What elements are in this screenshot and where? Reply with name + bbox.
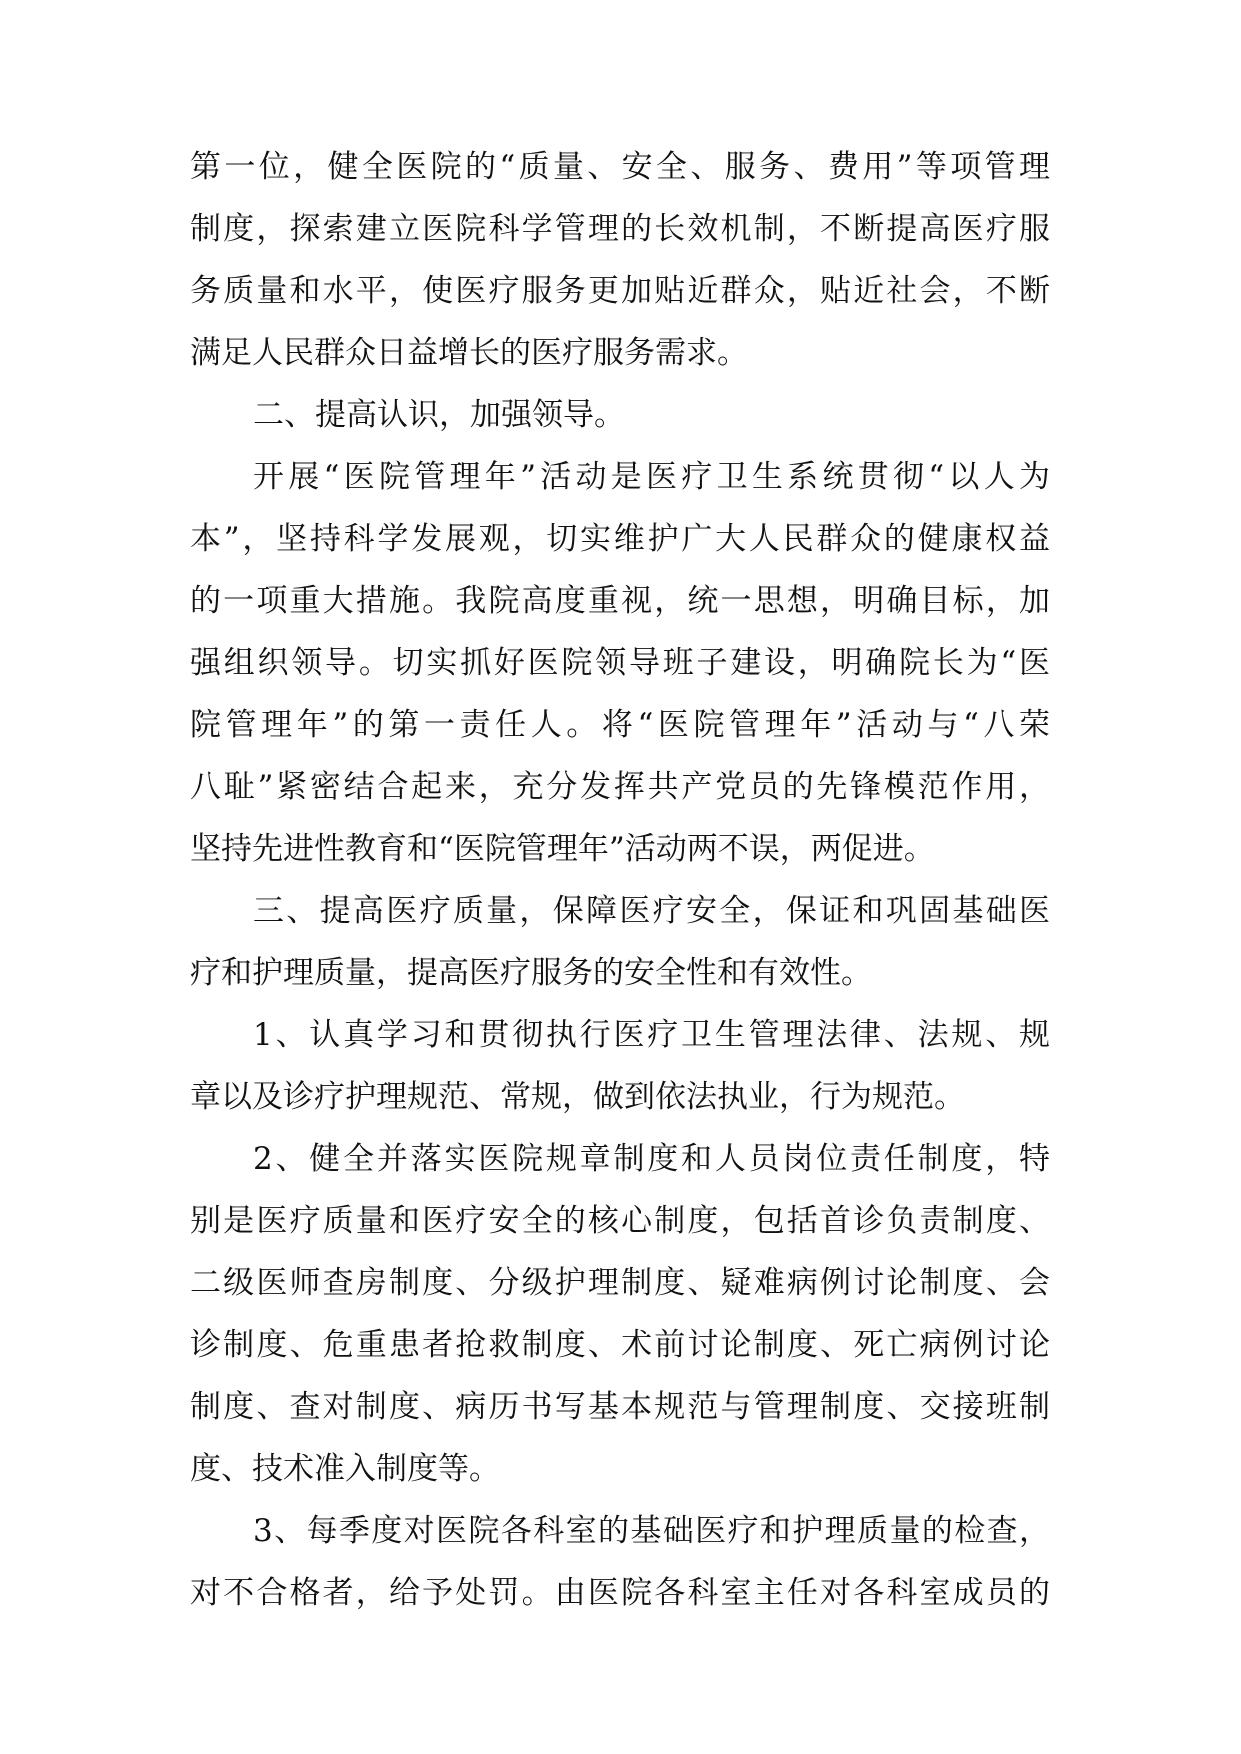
text-line: 制度、查对制度、病历书写基本规范与管理制度、交接班制 bbox=[190, 1389, 1050, 1425]
text-line: 第一位，健全医院的“质量、安全、服务、费用”等项管理 bbox=[190, 149, 1050, 185]
text-line: 八耻”紧密结合起来，充分发挥共产党员的先锋模范作用， bbox=[190, 769, 1050, 805]
text-line: 别是医疗质量和医疗安全的核心制度，包括首诊负责制度、 bbox=[190, 1203, 1050, 1239]
text-line: 诊制度、危重患者抢救制度、术前讨论制度、死亡病例讨论 bbox=[190, 1327, 1050, 1363]
text-line: 2、健全并落实医院规章制度和人员岗位责任制度，特 bbox=[253, 1141, 1050, 1177]
text-line: 三、提高医疗质量，保障医疗安全，保证和巩固基础医 bbox=[253, 893, 1050, 929]
text-line: 疗和护理质量，提高医疗服务的安全性和有效性。 bbox=[190, 955, 872, 991]
text-line: 满足人民群众日益增长的医疗服务需求。 bbox=[190, 335, 748, 371]
text-line: 开展“医院管理年”活动是医疗卫生系统贯彻“以人为 bbox=[253, 459, 1050, 495]
text-line: 二、提高认识，加强领导。 bbox=[253, 397, 625, 433]
text-line: 制度，探索建立医院科学管理的长效机制，不断提高医疗服 bbox=[190, 211, 1050, 247]
text-line: 强组织领导。切实抓好医院领导班子建设，明确院长为“医 bbox=[190, 645, 1050, 681]
text-line: 本”，坚持科学发展观，切实维护广大人民群众的健康权益 bbox=[190, 521, 1050, 557]
text-line: 对不合格者，给予处罚。由医院各科室主任对各科室成员的 bbox=[190, 1575, 1050, 1611]
text-line: 院管理年”的第一责任人。将“医院管理年”活动与“八荣 bbox=[190, 707, 1050, 743]
text-line: 的一项重大措施。我院高度重视，统一思想，明确目标，加 bbox=[190, 583, 1050, 619]
text-line: 坚持先进性教育和“医院管理年”活动两不误，两促进。 bbox=[190, 831, 935, 867]
text-line: 3、每季度对医院各科室的基础医疗和护理质量的检查， bbox=[253, 1513, 1050, 1549]
text-line: 度、技术准入制度等。 bbox=[190, 1451, 500, 1487]
text-line: 二级医师查房制度、分级护理制度、疑难病例讨论制度、会 bbox=[190, 1265, 1050, 1301]
text-line: 务质量和水平，使医疗服务更加贴近群众，贴近社会，不断 bbox=[190, 273, 1050, 309]
text-line: 章以及诊疗护理规范、常规，做到依法执业，行为规范。 bbox=[190, 1079, 965, 1115]
text-line: 1、认真学习和贯彻执行医疗卫生管理法律、法规、规 bbox=[253, 1017, 1050, 1053]
